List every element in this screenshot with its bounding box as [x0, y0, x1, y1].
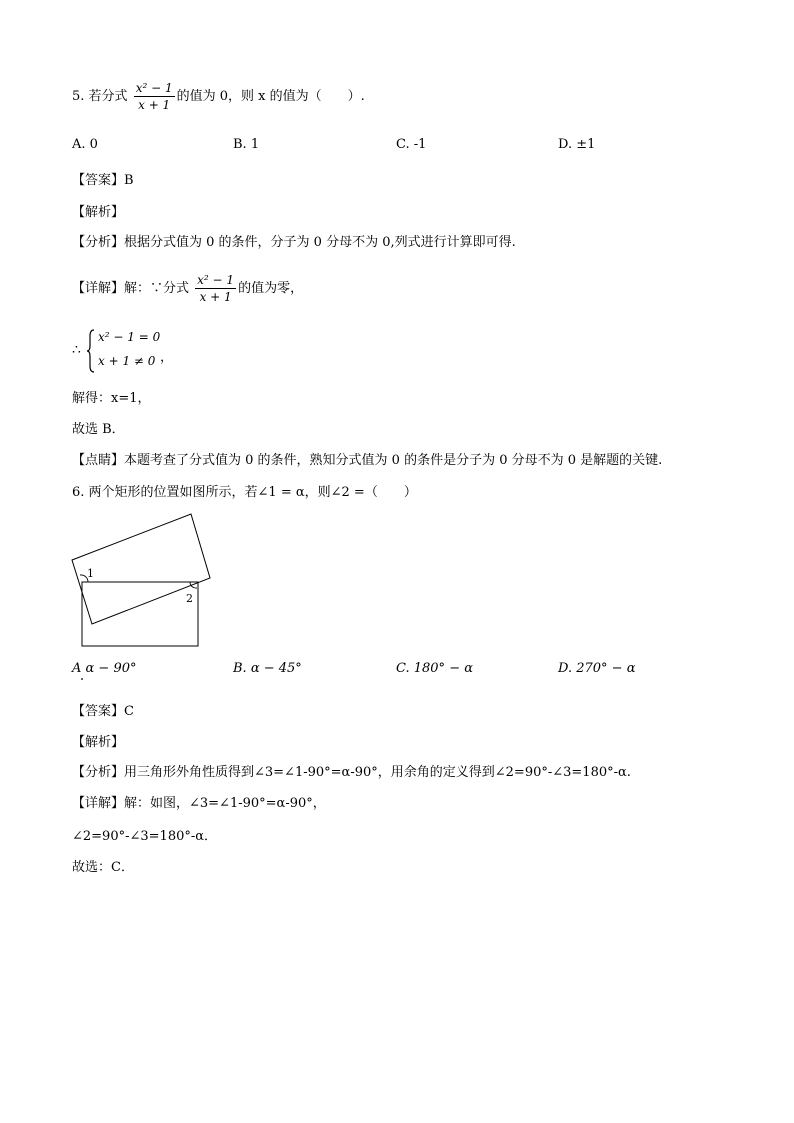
- q5-equation-system: [72, 328, 192, 374]
- two-rectangles-figure: [70, 512, 220, 656]
- left-brace-icon: [86, 328, 96, 374]
- q6-option-d: D. 270° − α: [558, 661, 636, 676]
- q5-stem: [72, 80, 365, 113]
- q6-answer: 【答案】C: [72, 704, 134, 719]
- q6-analysis-label: 【解析】: [72, 735, 125, 750]
- q5-analysis-label: 【解析】: [72, 205, 125, 220]
- q5-solve: 解得：x=1，: [72, 391, 151, 406]
- q5-detail-frac-num: x² − 1: [197, 273, 235, 287]
- q6-detail-2: ∠2=90°-∠3=180°-α．: [72, 829, 218, 844]
- angle-2-arc: [190, 582, 197, 588]
- therefore-symbol: ∴: [72, 342, 81, 358]
- q5-frac-den: x + 1: [138, 98, 171, 112]
- q5-detail: [72, 272, 303, 305]
- q5-equation-2: x + 1 ≠ 0: [98, 354, 156, 368]
- q6-option-c: C. 180° − α: [396, 661, 473, 676]
- q5-suffix: 的值为 0，则 x 的值为（ ）.: [176, 89, 365, 104]
- q5-number: 5.: [72, 89, 85, 104]
- lower-rectangle: [82, 582, 198, 646]
- q6-fenxi: 【分析】用三角形外角性质得到∠3=∠1-90°=α-90°，用余角的定义得到∠2=90°-∠3=180°-α.: [72, 765, 631, 780]
- q6-stem: 6. 两个矩形的位置如图所示，若∠1 = α，则∠2 =（ ）: [72, 485, 417, 500]
- q5-detail-prefix: 【详解】解：∵分式: [72, 281, 190, 296]
- q6-detail: 【详解】解：如图，∠3=∠1-90°=α-90°，: [72, 796, 326, 811]
- q5-fraction: [134, 80, 175, 113]
- q5-equation-1: x² − 1 = 0: [98, 330, 161, 344]
- q5-prefix: 若分式: [88, 89, 128, 104]
- q6-option-a: A α − 90°: [72, 661, 137, 676]
- q5-detail-suffix: 的值为零，: [238, 281, 304, 296]
- q5-option-b: B. 1: [233, 137, 260, 152]
- q5-dianjing: 【点睛】本题考查了分式值为 0 的条件，熟知分式值为 0 的条件是分子为 0 分母不为 0 是解题的关键.: [72, 453, 663, 468]
- angle-1-label: 1: [87, 567, 94, 580]
- q6-option-a-dot: [81, 678, 83, 680]
- q5-option-d: D. ±1: [558, 137, 596, 152]
- q5-frac-num: x² − 1: [135, 81, 173, 95]
- q5-answer: 【答案】B: [72, 173, 134, 188]
- q5-option-a: A. 0: [72, 137, 98, 152]
- q5-detail-fraction: [195, 272, 236, 305]
- q6-option-b: B. α − 45°: [233, 661, 302, 676]
- q5-detail-frac-den: x + 1: [199, 290, 232, 304]
- q5-fenxi: 【分析】根据分式值为 0 的条件，分子为 0 分母不为 0,列式进行计算即可得.: [72, 235, 516, 250]
- q5-choose: 故选 B．: [72, 422, 125, 437]
- q6-choose: 故选：C．: [72, 860, 134, 875]
- angle-2-label: 2: [186, 592, 193, 605]
- rectangles-diagram: [70, 512, 220, 652]
- q5-option-c: C. -1: [396, 137, 427, 152]
- q5-system-comma: ，: [160, 350, 174, 365]
